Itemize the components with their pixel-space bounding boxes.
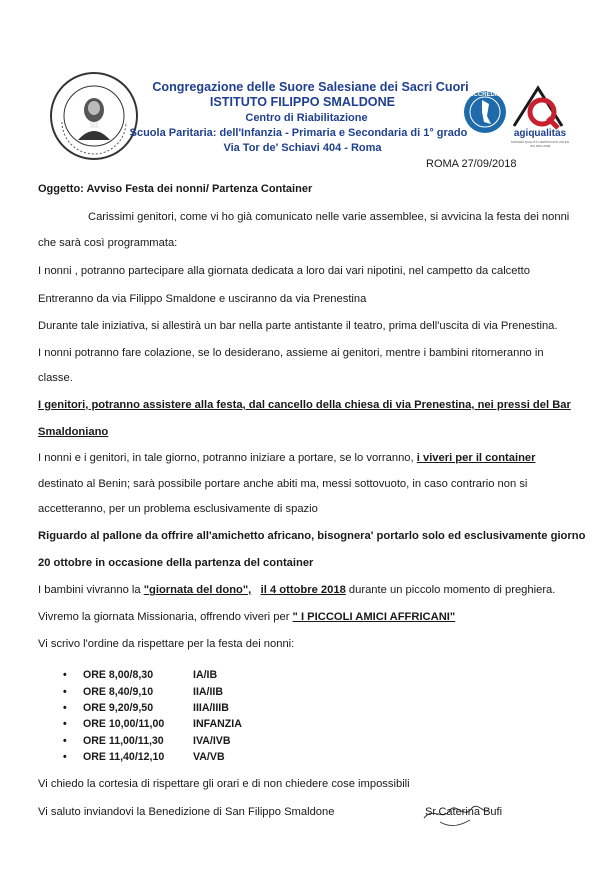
agiqualitas-logo — [508, 82, 572, 152]
paragraph-7-line-1 — [38, 452, 536, 464]
institute-name: ISTITUTO FILIPPO SMALDONE — [209, 95, 396, 109]
paragraph-9-emphasis-2: il 4 ottobre 2018 — [260, 584, 346, 596]
bullet-icon: • — [63, 718, 67, 730]
schedule-time: ORE 8,00/8,30 — [83, 669, 154, 681]
schedule-classes: IIIA/IIIB — [193, 702, 229, 714]
schedule-time: ORE 9,20/9,50 — [83, 702, 154, 714]
paragraph-1-line-2: che sarà così programmata: — [38, 237, 178, 249]
paragraph-10 — [38, 611, 455, 623]
paragraph-7-line-3: accetteranno, per un problema esclusivamente di spazio — [38, 503, 318, 515]
paragraph-5-line-2: classe. — [38, 372, 73, 384]
quality-q-icon — [508, 82, 572, 132]
paragraph-9 — [38, 584, 555, 596]
paragraph-4: Durante tale iniziativa, si allestirà un bar nella parte antistante il teatro, prima dell'uscita di via Prenestina. — [38, 320, 558, 332]
schedule-classes: VA/VB — [193, 751, 225, 763]
centre-name: Centro di Riabilitazione — [245, 112, 368, 124]
schedule-time: ORE 10,00/11,00 — [83, 718, 165, 730]
paragraph-8-line-1: Riguardo al pallone da offrire all'amichetto africano, bisognera' portarlo solo ed esclusivamente giorno — [38, 530, 586, 542]
paragraph-11: Vi scrivo l'ordine da rispettare per la festa dei nonni: — [38, 638, 295, 650]
accredia-logo — [462, 86, 508, 146]
paragraph-1-line-1: Carissimi genitori, come vi ho già comunicato nelle varie assemblee, si avvicina la festa dei nonni — [88, 211, 570, 223]
agiqualitas-subtext: SISTEMA QUALITÀ CERTIFICATO UNI EN ISO 9001:2008 — [510, 140, 570, 148]
paragraph-3: Entreranno da via Filippo Smaldone e usciranno da via Prenestina — [38, 293, 367, 305]
schedule-classes: IA/IB — [193, 669, 218, 681]
paragraph-6-line-1: I genitori, potranno assistere alla festa, dal cancello della chiesa di via Prenestina, nei pressi del Bar — [38, 399, 571, 411]
bullet-icon: • — [63, 669, 67, 681]
accredia-logo-text: ACCREDIA — [469, 92, 501, 98]
subject-line: Oggetto: Avviso Festa dei nonni/ Partenza Container — [38, 183, 313, 195]
paragraph-2: I nonni , potranno partecipare alla giornata dedicata a loro dai vari nipotini, nel campetto da calcetto — [38, 265, 530, 277]
school-name: Scuola Paritaria: dell'Infanzia - Primaria e Secondaria di 1° grado — [129, 127, 468, 139]
paragraph-7-line-2: destinato al Benin; sarà possibile portare anche abiti ma, messi sottovuoto, in caso contrario non si — [38, 478, 528, 490]
congregation-name: Congregazione delle Suore Salesiane dei Sacri Cuori — [152, 80, 469, 94]
paragraph-8-line-2: 20 ottobre in occasione della partenza del container — [38, 557, 314, 569]
agiqualitas-text: agiqualitas — [513, 128, 567, 139]
letter-date: ROMA 27/09/2018 — [426, 158, 517, 170]
paragraph-7-emphasis: i viveri per il container — [416, 452, 536, 464]
bullet-icon: • — [63, 686, 67, 698]
closing-line-2: Vi saluto inviandovi la Benedizione di San Filippo Smaldone — [38, 806, 335, 818]
paragraph-10-emphasis: " I PICCOLI AMICI AFFRICANI" — [292, 611, 456, 623]
paragraph-9-gap — [251, 584, 260, 596]
paragraph-5-line-1: I nonni potranno fare colazione, se lo desiderano, assieme ai genitori, mentre i bambini ritorneranno in — [38, 347, 544, 359]
schedule-classes: INFANZIA — [193, 718, 242, 730]
paragraph-10-text: Vivremo la giornata Missionaria, offrendo viveri per — [38, 611, 293, 623]
bullet-icon: • — [63, 751, 67, 763]
schedule-time: ORE 11,00/11,30 — [83, 735, 164, 747]
bullet-icon: • — [63, 702, 67, 714]
schedule-time: ORE 11,40/12,10 — [83, 751, 165, 763]
schedule-classes: IVA/IVB — [193, 735, 231, 747]
paragraph-7-text: I nonni e i genitori, in tale giorno, potranno iniziare a portare, se lo vorranno, — [38, 452, 417, 464]
schedule-time: ORE 8,40/9,10 — [83, 686, 154, 698]
address: Via Tor de' Schiavi 404 - Roma — [223, 142, 382, 154]
schedule-classes: IIA/IIB — [193, 686, 224, 698]
bullet-icon: • — [63, 735, 67, 747]
paragraph-9-emphasis-1: "giornata del dono", — [143, 584, 252, 596]
paragraph-9-tail: durante un piccolo momento di preghiera. — [345, 584, 556, 596]
closing-line-1: Vi chiedo la cortesia di rispettare gli orari e di non chiedere cose impossibili — [38, 778, 410, 790]
paragraph-6-line-2: Smaldoniano — [38, 426, 109, 438]
signature-name: Sr.Caterina Bufi — [425, 806, 503, 818]
paragraph-9-text: I bambini vivranno la — [38, 584, 144, 596]
